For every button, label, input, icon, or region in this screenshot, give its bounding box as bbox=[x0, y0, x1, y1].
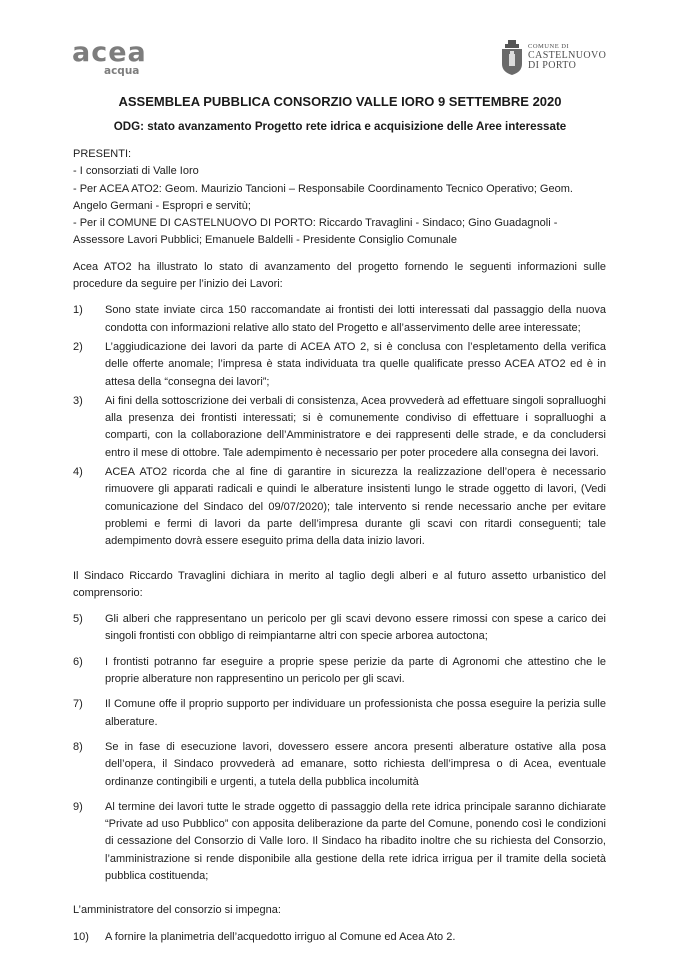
sindaco-paragraph: Il Sindaco Riccardo Travaglini dichiara in merito al taglio degli alberi e al futuro assetto urbanistico del comprensorio: bbox=[73, 569, 606, 599]
item-number: 1) bbox=[73, 304, 83, 317]
item-text: A fornire la planimetria dell’acquedotto irriguo al Comune ed Acea Ato 2. bbox=[105, 930, 456, 943]
list-item bbox=[73, 339, 606, 391]
item-text: Se in fase di esecuzione lavori, dovessero essere ancora presenti alberature ostative alla posa dell’opera, il Sindaco provvederà ad emanare, sotto richiesta dell’impresa o di Acea, eventuale ordinanze contingibili e urgenti, a tutela della pubblica incolumità bbox=[105, 740, 606, 788]
document-title: ASSEMBLEA PUBBLICA CONSORZIO VALLE IORO 9 SETTEMBRE 2020 bbox=[118, 94, 562, 109]
item-text: I frontisti potranno far eseguire a proprie spese perizie da parte di Agronomi che attestino che le proprie alberature non rappresentino un pericolo per gli scavi. bbox=[105, 655, 606, 686]
item-text: Ai fini della sottoscrizione dei verbali di consistenza, Acea provvederà ad effettuare singoli sopralluoghi alla presenza dei frontisti interessati; si è comunemente condiviso di effettuare i sopralluoghi a comparti, con la collaborazione dell’Amministratore e dei rappresenti delle strade, e da concludersi entro il mese di ottobre. Tale adempimento è necessario per poter procedere alla consegna dei lavori. bbox=[105, 394, 606, 459]
item-number: 4) bbox=[73, 466, 83, 479]
amministratore-paragraph: L’amministratore del consorzio si impegna: bbox=[73, 904, 281, 917]
list-amministratore bbox=[73, 929, 606, 946]
item-number: 6) bbox=[73, 655, 83, 668]
list-item bbox=[73, 302, 606, 337]
comune-label: COMUNE DI bbox=[528, 43, 570, 50]
list-item bbox=[73, 654, 606, 689]
list-item bbox=[73, 611, 606, 646]
comune-logo bbox=[500, 40, 610, 82]
document-body bbox=[73, 146, 606, 954]
list-item bbox=[73, 799, 606, 885]
list-sindaco bbox=[73, 611, 606, 885]
list-item bbox=[73, 696, 606, 731]
acea-logo bbox=[72, 37, 162, 80]
item-number: 10) bbox=[73, 930, 89, 943]
comune-name-line2: DI PORTO bbox=[528, 60, 577, 71]
item-number: 3) bbox=[73, 394, 83, 407]
list-acea bbox=[73, 302, 606, 550]
acea-logo-word: acea bbox=[72, 37, 147, 68]
item-text: L’aggiudicazione dei lavori da parte di ACEA ATO 2, si è conclusa con l’espletamento della verifica delle offerte anomale; l’impresa è stata individuata tra quelle qualificate presso ACEA ATO2 ed è in attesa della “consegna dei lavori”; bbox=[105, 340, 606, 388]
item-text: Gli alberi che rappresentano un pericolo per gli scavi devono essere rimossi con spese a carico dei singoli frontisti con obbligo di reimpiantarne altri con specie arborea autoctona; bbox=[105, 613, 606, 643]
item-number: 9) bbox=[73, 800, 83, 813]
presenti-line: - Per il COMUNE DI CASTELNUOVO DI PORTO: Riccardo Travaglini - Sindaco; Gino Guadagnoli - Assessore Lavori Pubblici; Emanuele Baldelli - Presidente Consiglio Comunale bbox=[73, 217, 558, 247]
presenti-heading: PRESENTI: bbox=[73, 148, 132, 160]
item-number: 5) bbox=[73, 613, 83, 626]
comune-name-line1: CASTELNUOVO bbox=[528, 50, 607, 61]
presenti-line: - Per ACEA ATO2: Geom. Maurizio Tancioni – Responsabile Coordinamento Tecnico Operativo; Geom. Angelo Germani - Espropri e servitù; bbox=[73, 182, 573, 212]
crest-icon bbox=[500, 40, 524, 76]
item-text: ACEA ATO2 ricorda che al fine di garantire in sicurezza la realizzazione dell’opera è necessario rimuovere gli apparati radicali e quindi le alberature insistenti lungo le strade oggetto di lavori, (Vedi comunicazione del Sindaco del 09/07/2020); tale intervento si rende necessario anche per evitare problemi e fermi di lavori da parte dell’impresa durante gli scavi con ritardi conseguenti; tale adempimento dovrà essere eseguito prima della data inizio lavori. bbox=[105, 466, 606, 548]
document-subtitle: ODG: stato avanzamento Progetto rete idrica e acquisizione delle Aree interessate bbox=[113, 120, 567, 133]
item-number: 2) bbox=[73, 340, 83, 353]
list-item bbox=[73, 739, 606, 791]
item-number: 8) bbox=[73, 740, 83, 753]
list-item bbox=[73, 393, 606, 462]
intro-paragraph: Acea ATO2 ha illustrato lo stato di avanzamento del progetto fornendo le seguenti informazioni sulle procedure da seguire per l’inizio dei Lavori: bbox=[73, 260, 606, 291]
item-text: Il Comune offe il proprio supporto per individuare un professionista che possa eseguire la perizia sulle alberature. bbox=[105, 698, 606, 728]
list-item bbox=[73, 929, 606, 946]
item-text: Al termine dei lavori tutte le strade oggetto di passaggio della rete idrica principale saranno dichiarate “Private ad uso Pubblico” con apposita deliberazione da parte del Comune, ponendo così le condizioni di cessazione del Consorzio di Valle Ioro. Il Sindaco ha ribadito inoltre che su richiesta del Consorzio, l’amministrazione si rende disponibile alla gestione della rete idrica irrigua per il tramite della società pubblica costituenda; bbox=[105, 800, 606, 882]
acea-logo-sub: acqua bbox=[104, 65, 140, 77]
list-item bbox=[73, 464, 606, 550]
presenti-line: - I consorziati di Valle Ioro bbox=[73, 165, 199, 178]
item-number: 7) bbox=[73, 698, 83, 711]
item-text: Sono state inviate circa 150 raccomandate ai frontisti dei lotti interessati dal passaggio della nuova condotta con informazioni relative allo stato del Progetto e all’asservimento delle aree interessate; bbox=[105, 304, 606, 334]
